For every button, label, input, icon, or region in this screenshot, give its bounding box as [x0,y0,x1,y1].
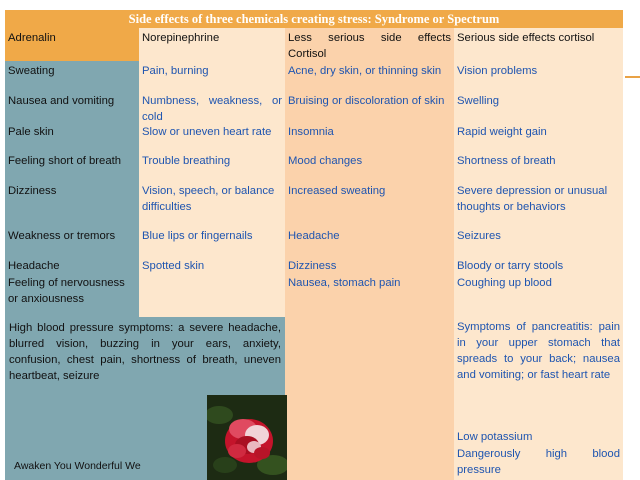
row-5-serious: Severe depression or unusual thoughts or behaviors [454,181,623,226]
rose-image [207,395,287,480]
low-potassium: Low potassium [454,429,623,446]
row-8-less-serious: Nausea, stomach pain [285,275,454,317]
row-3-adrenalin: Pale skin [5,122,139,151]
row-8-norepinephrine [139,275,285,317]
row-8-serious: Coughing up blood [454,275,623,317]
row-7-norepinephrine: Spotted skin [139,257,285,275]
decorative-line [625,76,640,78]
row-5-norepinephrine: Vision, speech, or balance difficulties [139,181,285,226]
header-serious-cortisol: Serious side effects cortisol [454,28,623,61]
header-norepinephrine: Norepinephrine [139,28,285,61]
row-7-adrenalin: Headache [5,257,139,275]
row-5-adrenalin: Dizziness [5,181,139,226]
row-3-serious: Rapid weight gain [454,122,623,151]
footer-text: Awaken You Wonderful We [14,460,141,472]
blood-pressure-symptoms: High blood pressure symptoms: a severe headache, blurred vision, buzzing in your ears, anxiety, confusion, chest pain, shortness of breath, uneven heartbeat, seizure [5,317,285,480]
table-title: Side effects of three chemicals creating stress: Syndrome or Spectrum [5,10,623,28]
row-4-norepinephrine: Trouble breathing [139,151,285,181]
row-4-serious: Shortness of breath [454,151,623,181]
row-7-serious: Bloody or tarry stools [454,257,623,275]
row-2-less-serious: Bruising or discoloration of skin [285,91,454,122]
row-2-serious: Swelling [454,91,623,122]
row-1-serious: Vision problems [454,61,623,91]
row-5-less-serious: Increased sweating [285,181,454,226]
row-1-adrenalin: Sweating [5,61,139,91]
row-3-norepinephrine: Slow or uneven heart rate [139,122,285,151]
row-6-adrenalin: Weakness or tremors [5,226,139,257]
row-7-less-serious: Dizziness [285,257,454,275]
row-4-adrenalin: Feeling short of breath [5,151,139,181]
row-4-less-serious: Mood changes [285,151,454,181]
pancreatitis-symptoms: Symptoms of pancreatitis: pain in your upper stomach that spreads to your back; nausea and vomiting; or fast heart rate [454,317,623,429]
empty-cell-cortisol [285,317,454,480]
rose-flower-icon [207,395,287,480]
row-1-less-serious: Acne, dry skin, or thinning skin [285,61,454,91]
row-3-less-serious: Insomnia [285,122,454,151]
row-2-norepinephrine: Numbness, weakness, or cold [139,91,285,122]
row-6-less-serious: Headache [285,226,454,257]
row-8-adrenalin: Feeling of nervousness or anxiousness [5,275,139,317]
row-2-adrenalin: Nausea and vomiting [5,91,139,122]
high-blood-pressure: Dangerously high blood pressure [454,446,623,480]
header-less-serious-cortisol: Less serious side effects Cortisol [285,28,454,61]
header-adrenalin: Adrenalin [5,28,139,61]
row-6-serious: Seizures [454,226,623,257]
row-1-norepinephrine: Pain, burning [139,61,285,91]
row-6-norepinephrine: Blue lips or fingernails [139,226,285,257]
